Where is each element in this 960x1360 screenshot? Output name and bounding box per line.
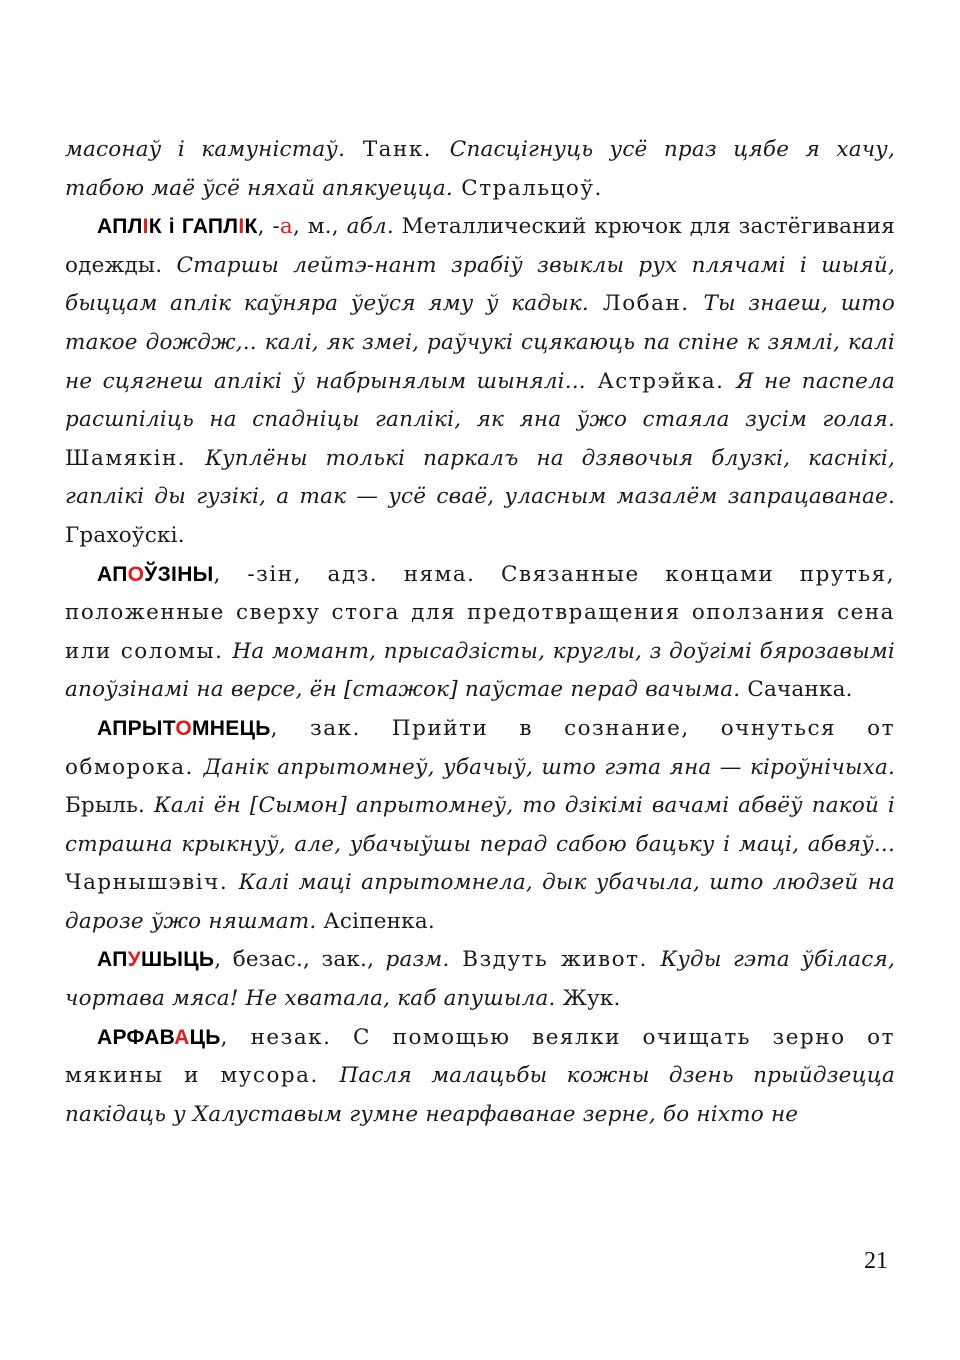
page-number: 21 xyxy=(864,1248,888,1274)
headword xyxy=(97,1025,221,1050)
quotation-text: Калі ён [Сымон] апрытомнеў, то дзікімі вачамі абвёў пакой і страшна крыкнуў, але, убачыўшы перад сабою бацьку і маці, абвяў... xyxy=(65,793,896,857)
stressed-letter: І xyxy=(238,215,245,239)
definition-text: Брыль. xyxy=(65,793,154,819)
headword xyxy=(97,214,258,239)
dictionary-entry xyxy=(65,1019,895,1135)
definition-text: Жук. xyxy=(555,986,621,1012)
definition-text: , -зін, адз. няма. Связанные концами прутья, положенные сверху стога для предотвращения оползания сена или соломы. xyxy=(65,561,895,664)
headword-part: МНЕЦЬ xyxy=(192,716,271,740)
headword xyxy=(97,716,271,741)
source-author: Стральцоў. xyxy=(452,175,603,201)
definition-text: Вздуть живот. xyxy=(449,947,661,973)
definition-text: Лобан. xyxy=(588,291,704,317)
headword-part: АП xyxy=(97,562,128,586)
quotation-text: Данік апрытомнеў, убачыў, што гэта яна — кіроўнічыха. xyxy=(203,754,896,780)
continuation-paragraph xyxy=(65,131,895,208)
headword-part: ЦЬ xyxy=(189,1025,221,1049)
quotation-text: Старшы лейтэ-нант зрабіў звыклы рух плячамі і шыяй, быццам аплік каўняра ўеўся яму ў кадык. xyxy=(65,252,895,317)
dictionary-page xyxy=(65,131,895,1134)
headword-part: ШЫЦЬ xyxy=(140,948,215,972)
definition-text: , незак. С помощью веялки очищать зерно от мякины и мусора. xyxy=(65,1024,895,1089)
quotation-text: масонаў і камуністаў. xyxy=(65,137,346,162)
definition-text: Грахоўскі. xyxy=(65,522,185,548)
stressed-letter: У xyxy=(127,948,141,972)
quotation-text: Калі маці апрытомнела, дык убачыла, што людзей на дарозе ўжо няшмат. xyxy=(65,870,895,934)
quotation-text: Я не паспела расшпіліць на спадніцы гаплікі, як яна ўжо стаяла зусім голая. xyxy=(65,368,895,433)
dictionary-entry xyxy=(65,710,895,942)
definition-text: , зак. Прийти в сознание, очнуться от обморока. xyxy=(65,715,895,780)
stressed-letter: І xyxy=(142,215,149,239)
quotation-text: Пасля малацьбы кожны дзень прыйдзецца пакідаць у Халуставым гумне неарфаванае зерне, бо ніхто не xyxy=(65,1063,896,1127)
definition-text: Астрэйка. xyxy=(585,368,737,394)
headword-part: АПРЫТ xyxy=(97,716,176,740)
definition-text: Чарнышэвіч. xyxy=(65,870,239,896)
entries-list xyxy=(65,208,895,1134)
stressed-letter: О xyxy=(127,562,145,586)
dictionary-entry xyxy=(65,556,895,710)
quotation-text: разм. xyxy=(385,947,450,973)
definition-text: , - xyxy=(257,214,280,240)
source-author: Танк. xyxy=(345,137,450,162)
quotation-text: абл. xyxy=(346,214,394,240)
headword xyxy=(97,947,214,972)
headword-part: АПЛ xyxy=(97,215,143,239)
definition-text: , безас., зак., xyxy=(214,947,386,973)
headword-part: АП xyxy=(97,948,128,972)
headword-part: АРФАВ xyxy=(97,1025,175,1049)
quotation-text: На момант, прысадзісты, круглы, з доўгімі бярозавымі апоўзінамі на версе, ён [стажок] паўстае перад вачыма. xyxy=(65,638,896,703)
stressed-letter: О xyxy=(175,716,192,740)
definition-text: Металлический крючок для застёгивания одежды. xyxy=(65,214,895,278)
quotation-text: Куды гэта ўбілася, чортава мяса! Не хватала, каб апушыла. xyxy=(65,947,896,1012)
quotation-text: Куплёны толькі паркалъ на дзявочыя блузкі, каснікі, гаплікі ды гузікі, а так — усё сваё, уласным мазалём запрацаванае. xyxy=(65,445,895,510)
stressed-letter: А xyxy=(174,1025,190,1049)
definition-text: Сачанка. xyxy=(740,677,853,703)
definition-text: , м., xyxy=(292,214,347,240)
dictionary-entry xyxy=(65,941,895,1018)
headword-part: К xyxy=(244,215,258,239)
stressed-ending: а xyxy=(279,214,293,240)
definition-text: Асіпенка. xyxy=(316,908,435,934)
headword-part: ЎЗІНЫ xyxy=(144,562,214,586)
quotation-text: Ты знаеш, што такое дождж,.. калі, як змеі, раўчукі сцякаюць па спіне к зямлі, калі не сцягнеш аплікі ў набрынялым шынялі... xyxy=(65,291,895,394)
quotation-text: Спасцігнуць усё праз цябе я хачу, табою маё ўсё няхай апякуецца. xyxy=(65,137,895,201)
definition-text: Шамякін. xyxy=(65,445,206,471)
dictionary-entry xyxy=(65,208,895,555)
headword-part: К і ГАПЛ xyxy=(148,215,239,239)
headword xyxy=(97,562,214,587)
